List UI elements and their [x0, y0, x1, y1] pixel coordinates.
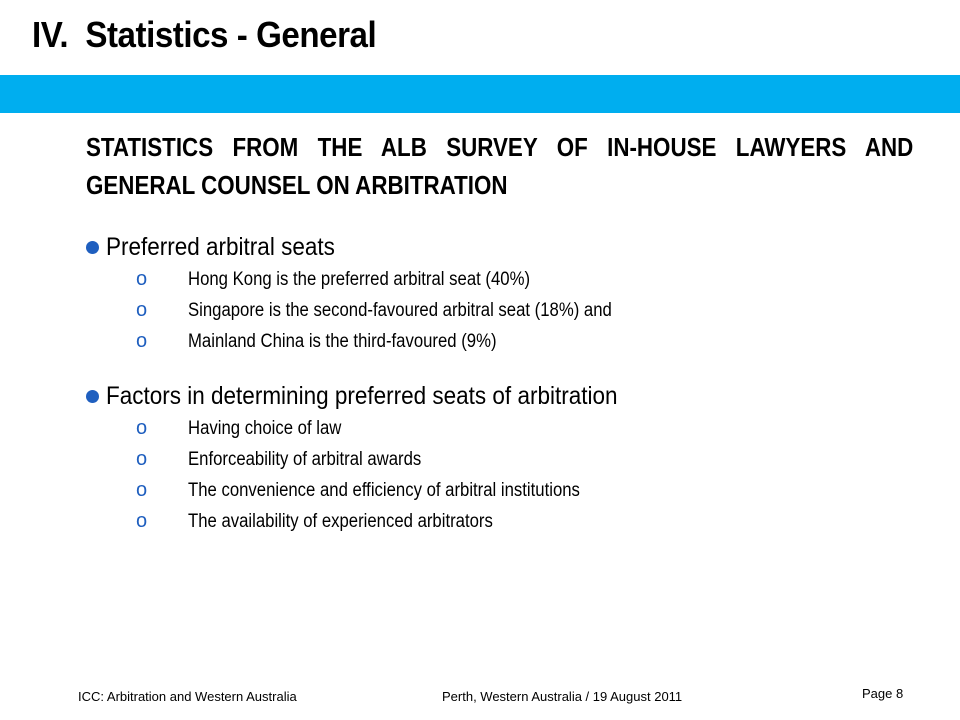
header-band	[0, 75, 960, 113]
circle-bullet-icon: o	[136, 448, 148, 470]
list-item	[86, 264, 670, 295]
title-text: Statistics - General	[85, 14, 377, 55]
circle-bullet-icon: o	[136, 479, 148, 501]
bullet-dot-icon	[86, 241, 99, 254]
section-factors	[86, 379, 674, 537]
circle-bullet-icon: o	[136, 510, 148, 532]
list-item	[86, 295, 670, 326]
list-item	[86, 413, 674, 444]
footer-left-text: ICC: Arbitration and Western Australia	[78, 689, 297, 704]
section-preferred-seats	[86, 230, 670, 357]
title-number: IV.	[32, 14, 69, 55]
list-item-text: Hong Kong is the preferred arbitral seat (40%)	[188, 268, 531, 290]
list-item	[86, 444, 674, 475]
list-item-text: Having choice of law	[188, 417, 342, 439]
list-item-text: Enforceability of arbitral awards	[188, 448, 422, 470]
circle-bullet-icon: o	[136, 330, 148, 352]
section-heading: STATISTICS FROM THE ALB SURVEY OF IN-HOUSE LAWYERS AND GENERAL COUNSEL ON ARBITRATION	[86, 132, 914, 200]
sub-list	[86, 413, 674, 537]
bullet-row	[86, 379, 674, 413]
page-number: Page 8	[862, 686, 904, 701]
heading-container	[86, 128, 914, 204]
list-item-text: The convenience and efficiency of arbitral institutions	[188, 479, 580, 501]
bullet-row	[86, 230, 670, 264]
circle-bullet-icon: o	[136, 268, 148, 290]
bullet-label: Preferred arbitral seats	[106, 232, 335, 261]
sub-list	[86, 264, 670, 357]
list-item	[86, 326, 670, 357]
list-item-text: The availability of experienced arbitrators	[188, 510, 493, 532]
bullet-dot-icon	[86, 390, 99, 403]
list-item-text: Singapore is the second-favoured arbitral seat (18%) and	[188, 299, 612, 321]
slide-title	[32, 14, 376, 56]
circle-bullet-icon: o	[136, 417, 148, 439]
list-item-text: Mainland China is the third-favoured (9%)	[188, 330, 497, 352]
bullet-label: Factors in determining preferred seats of arbitration	[106, 381, 618, 410]
list-item	[86, 475, 674, 506]
circle-bullet-icon: o	[136, 299, 148, 321]
list-item	[86, 506, 674, 537]
footer-center-text: Perth, Western Australia / 19 August 2011	[442, 689, 683, 704]
